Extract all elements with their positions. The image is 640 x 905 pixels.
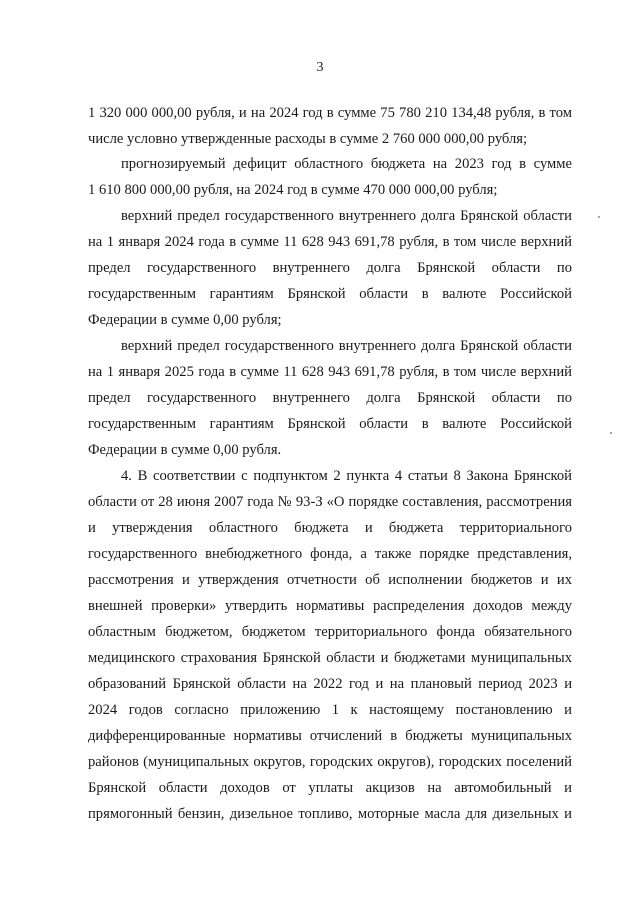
text-line: верхний предел государственного внутреннего долга Брянской области xyxy=(121,338,572,354)
text-line: государственным гарантиям Брянской области в валюте Российской xyxy=(88,286,572,302)
text-line: 2024 годов согласно приложению 1 к настоящему постановлению и xyxy=(88,702,572,718)
text-line: 1 320 000 000,00 рубля, и на 2024 год в сумме 75 780 210 134,48 рубля, в том xyxy=(88,105,572,121)
text-line: районов (муниципальных округов, городских округов), городских поселений xyxy=(88,754,572,770)
text-line: Федерации в сумме 0,00 рубля. xyxy=(88,442,282,458)
text-line: на 1 января 2024 года в сумме 11 628 943 691,78 рубля, в том числе верхний xyxy=(88,234,572,250)
text-line: прогнозируемый дефицит областного бюджета на 2023 год в сумме xyxy=(121,156,572,172)
text-line: предел государственного внутреннего долга Брянской области по xyxy=(88,390,572,406)
text-line: 4. В соответствии с подпунктом 2 пункта 4 статьи 8 Закона Брянской xyxy=(121,468,572,484)
text-line: числе условно утвержденные расходы в сумме 2 760 000 000,00 рубля; xyxy=(88,131,528,147)
text-line: 1 610 800 000,00 рубля, на 2024 год в сумме 470 000 000,00 рубля; xyxy=(88,182,498,198)
text-line: Брянской области доходов от уплаты акцизов на автомобильный и xyxy=(88,780,572,796)
scan-speck xyxy=(610,432,612,434)
text-line: государственным гарантиям Брянской области в валюте Российской xyxy=(88,416,572,432)
scan-speck xyxy=(598,216,600,218)
text-line: предел государственного внутреннего долга Брянской области по xyxy=(88,260,572,276)
text-line: верхний предел государственного внутреннего долга Брянской области xyxy=(121,208,572,224)
text-line: дифференцированные нормативы отчислений в бюджеты муниципальных xyxy=(88,728,572,744)
text-line: и утверждения областного бюджета и бюджета территориального xyxy=(88,520,572,536)
text-line: рассмотрения и утверждения отчетности об исполнении бюджетов и их xyxy=(88,572,572,588)
text-line: образований Брянской области на 2022 год и на плановый период 2023 и xyxy=(88,676,572,692)
text-line: внешней проверки» утвердить нормативы распределения доходов между xyxy=(88,598,572,614)
text-line: областным бюджетом, бюджетом территориального фонда обязательного xyxy=(88,624,572,640)
text-line: прямогонный бензин, дизельное топливо, моторные масла для дизельных и xyxy=(88,806,572,822)
page-number: 3 xyxy=(316,60,324,75)
text-line: на 1 января 2025 года в сумме 11 628 943 691,78 рубля, в том числе верхний xyxy=(88,364,572,380)
text-line: области от 28 июня 2007 года № 93-З «О порядке составления, рассмотрения xyxy=(88,494,572,510)
text-line: Федерации в сумме 0,00 рубля; xyxy=(88,312,282,328)
text-line: медицинского страхования Брянской области и бюджетами муниципальных xyxy=(88,650,572,666)
text-line: государственного внебюджетного фонда, а также порядке представления, xyxy=(88,546,572,562)
